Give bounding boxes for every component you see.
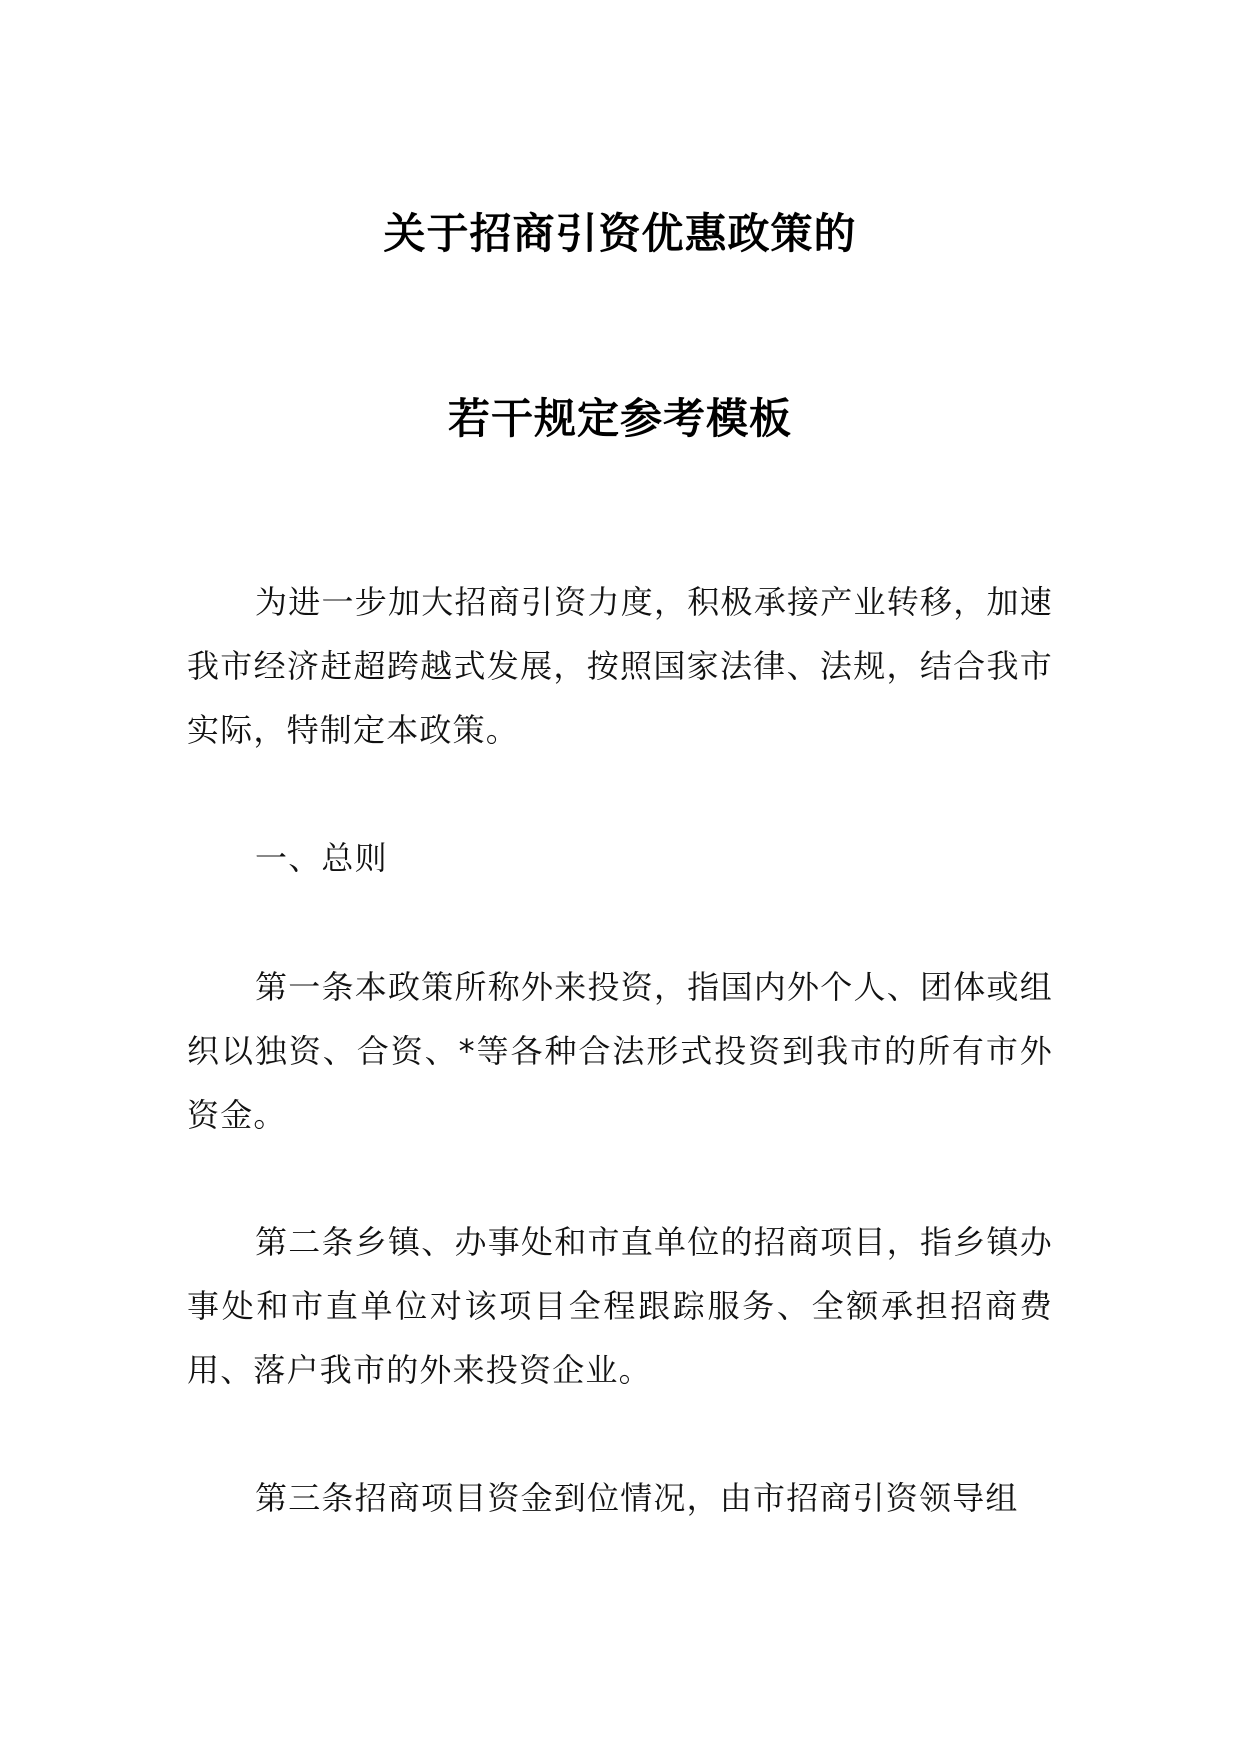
section-heading-general-provisions: 一、总则 bbox=[255, 839, 388, 877]
document-title-line-1: 关于招商引资优惠政策的 bbox=[383, 209, 857, 258]
article-1-paragraph: 第一条本政策所称外来投资，指国内外个人、团体或组织以独资、合资、*等各种合法形式投资到我市的所有市外资金。 bbox=[187, 968, 1053, 1134]
document-title-line-2: 若干规定参考模板 bbox=[447, 394, 792, 443]
article-2-paragraph: 第二条乡镇、办事处和市直单位的招商项目，指乡镇办事处和市直单位对该项目全程跟踪服务、全额承担招商费用、落户我市的外来投资企业。 bbox=[187, 1223, 1053, 1389]
article-3-paragraph: 第三条招商项目资金到位情况，由市招商引资领导组 bbox=[255, 1479, 1019, 1517]
intro-paragraph: 为进一步加大招商引资力度，积极承接产业转移，加速我市经济赶超跨越式发展，按照国家法律、法规，结合我市实际，特制定本政策。 bbox=[187, 583, 1053, 749]
